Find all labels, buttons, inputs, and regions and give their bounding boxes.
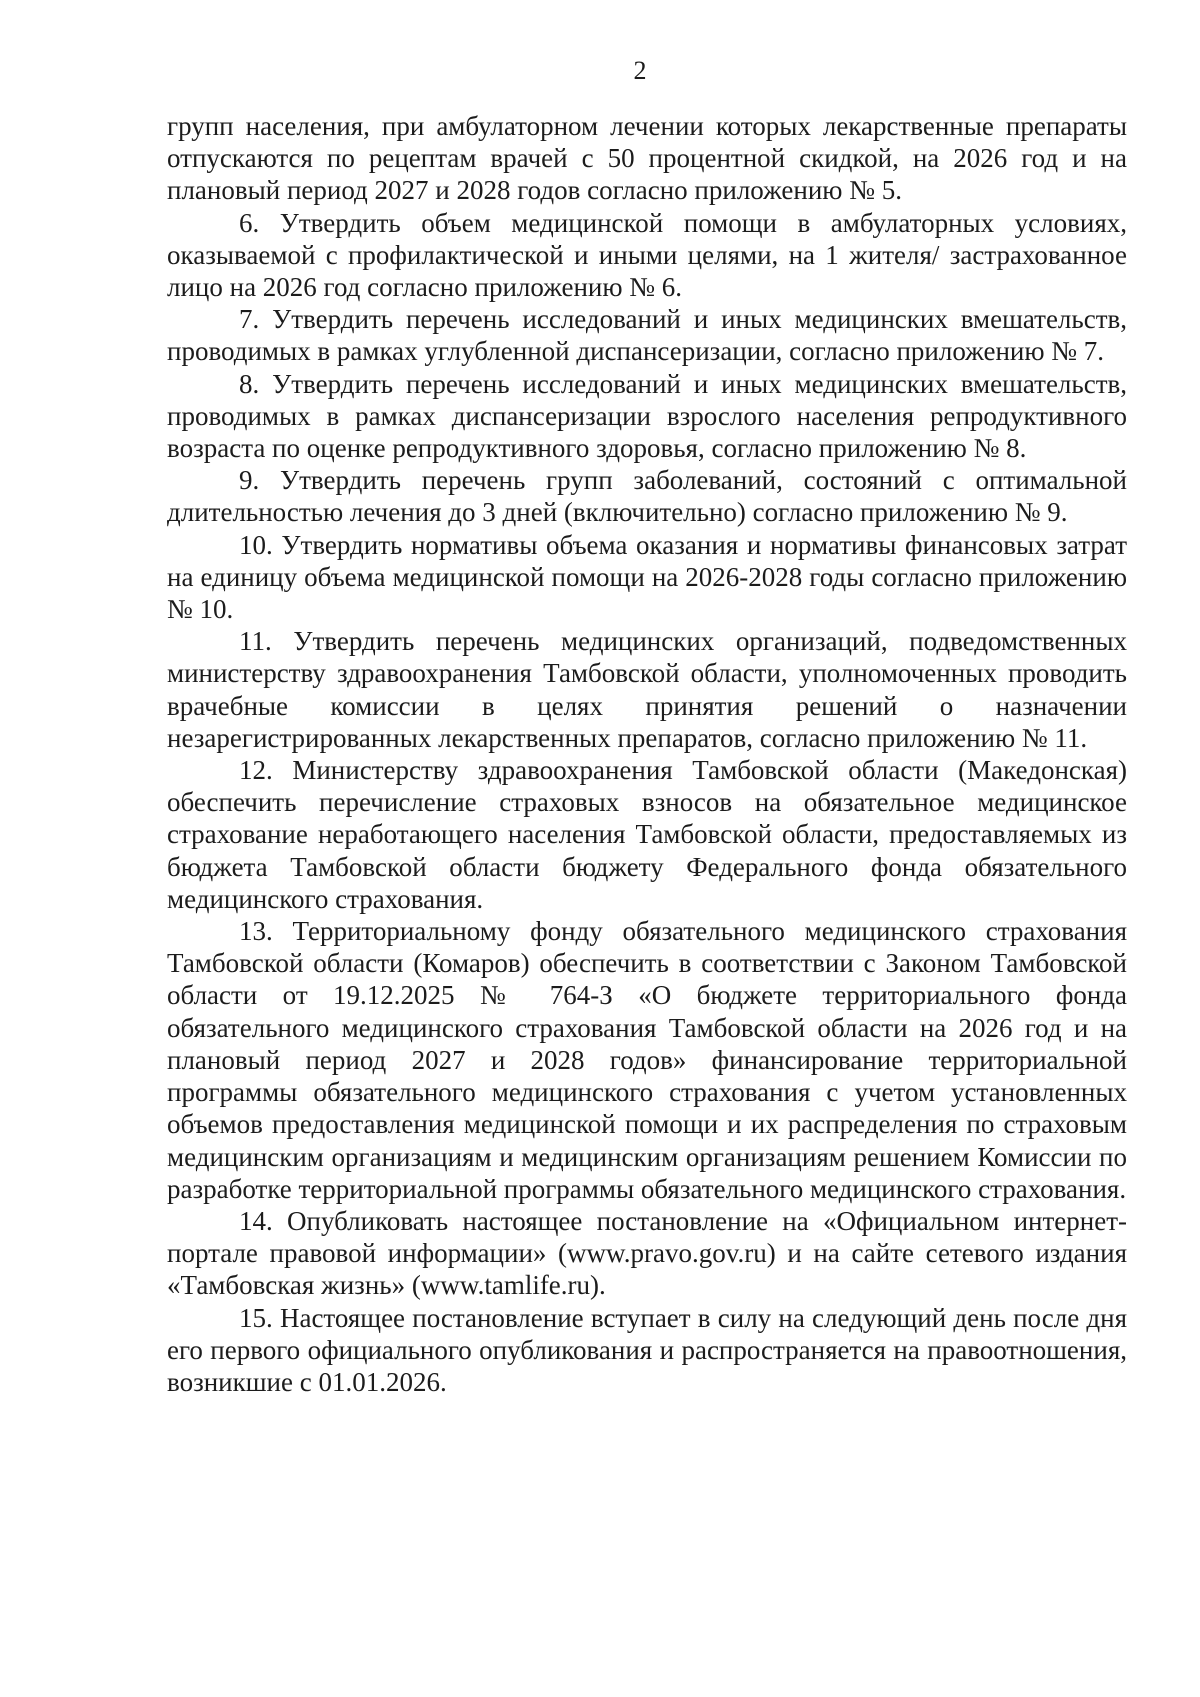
- paragraph-item-7: 7. Утвердить перечень исследований и иных медицинских вмешательств, проводимых в рамках углубленной диспансеризации, согласно приложению № 7.: [167, 304, 1127, 367]
- paragraph-item-6: 6. Утвердить объем медицинской помощи в амбулаторных условиях, оказываемой с профилактической и иными целями, на 1 жителя/ застрахованное лицо на 2026 год согласно приложению № 6.: [167, 207, 1127, 303]
- paragraph-item-15: 15. Настоящее постановление вступает в силу на следующий день после дня его первого официального опубликования и распространяется на правоотношения, возникшие с 01.01.2026.: [167, 1302, 1127, 1397]
- paragraph-item-9: 9. Утвердить перечень групп заболеваний, состояний с оптимальной длительностью лечения до 3 дней (включительно) согласно приложению № 9.: [167, 465, 1127, 528]
- paragraph-item-14: 14. Опубликовать настоящее постановление на «Официальном интернет-портале правовой информации» (www.pravo.gov.ru) и на сайте сетевого издания «Тамбовская жизнь» (www.tamlife.ru).: [167, 1205, 1127, 1301]
- paragraph-item-10: 10. Утвердить нормативы объема оказания и нормативы финансовых затрат на единицу объема медицинской помощи на 2026-2028 годы согласно приложению № 10.: [167, 529, 1127, 625]
- page-number: 2: [633, 56, 647, 85]
- paragraph-item-11: 11. Утвердить перечень медицинских организаций, подведомственных министерству здравоохранения Тамбовской области, уполномоченных проводить врачебные комиссии в целях принятия решений о назначении незарегистрированных лекарственных препаратов, согласно приложению № 11.: [167, 626, 1127, 753]
- document-body: [167, 110, 1127, 1398]
- paragraph-item-8: 8. Утвердить перечень исследований и иных медицинских вмешательств, проводимых в рамках диспансеризации взрослого населения репродуктивного возраста по оценке репродуктивного здоровья, согласно приложению № 8.: [167, 368, 1127, 464]
- paragraph-continuation: групп населения, при амбулаторном лечении которых лекарственные препараты отпускаются по рецептам врачей с 50 процентной скидкой, на 2026 год и на плановый период 2027 и 2028 годов согласно приложению № 5.: [167, 111, 1127, 206]
- paragraph-item-12: 12. Министерству здравоохранения Тамбовской области (Македонская) обеспечить перечисление страховых взносов на обязательное медицинское страхование неработающего населения Тамбовской области, предоставляемых из бюджета Тамбовской области бюджету Федерального фонда обязательного медицинского страхования.: [167, 755, 1127, 914]
- paragraph-item-13: 13. Территориальному фонду обязательного медицинского страхования Тамбовской области (Комаров) обеспечить в соответствии с Законом Тамбовской области от 19.12.2025 № 764-З «О бюджете территориального фонда обязательного медицинского страхования Тамбовской области на 2026 год и на плановый период 2027 и 2028 годов» финансирование территориальной программы обязательного медицинского страхования с учетом установленных объемов предоставления медицинской помощи и их распределения по страховым медицинским организациям и медицинским организациям решением Комиссии по разработке территориальной программы обязательного медицинского страхования.: [167, 916, 1127, 1204]
